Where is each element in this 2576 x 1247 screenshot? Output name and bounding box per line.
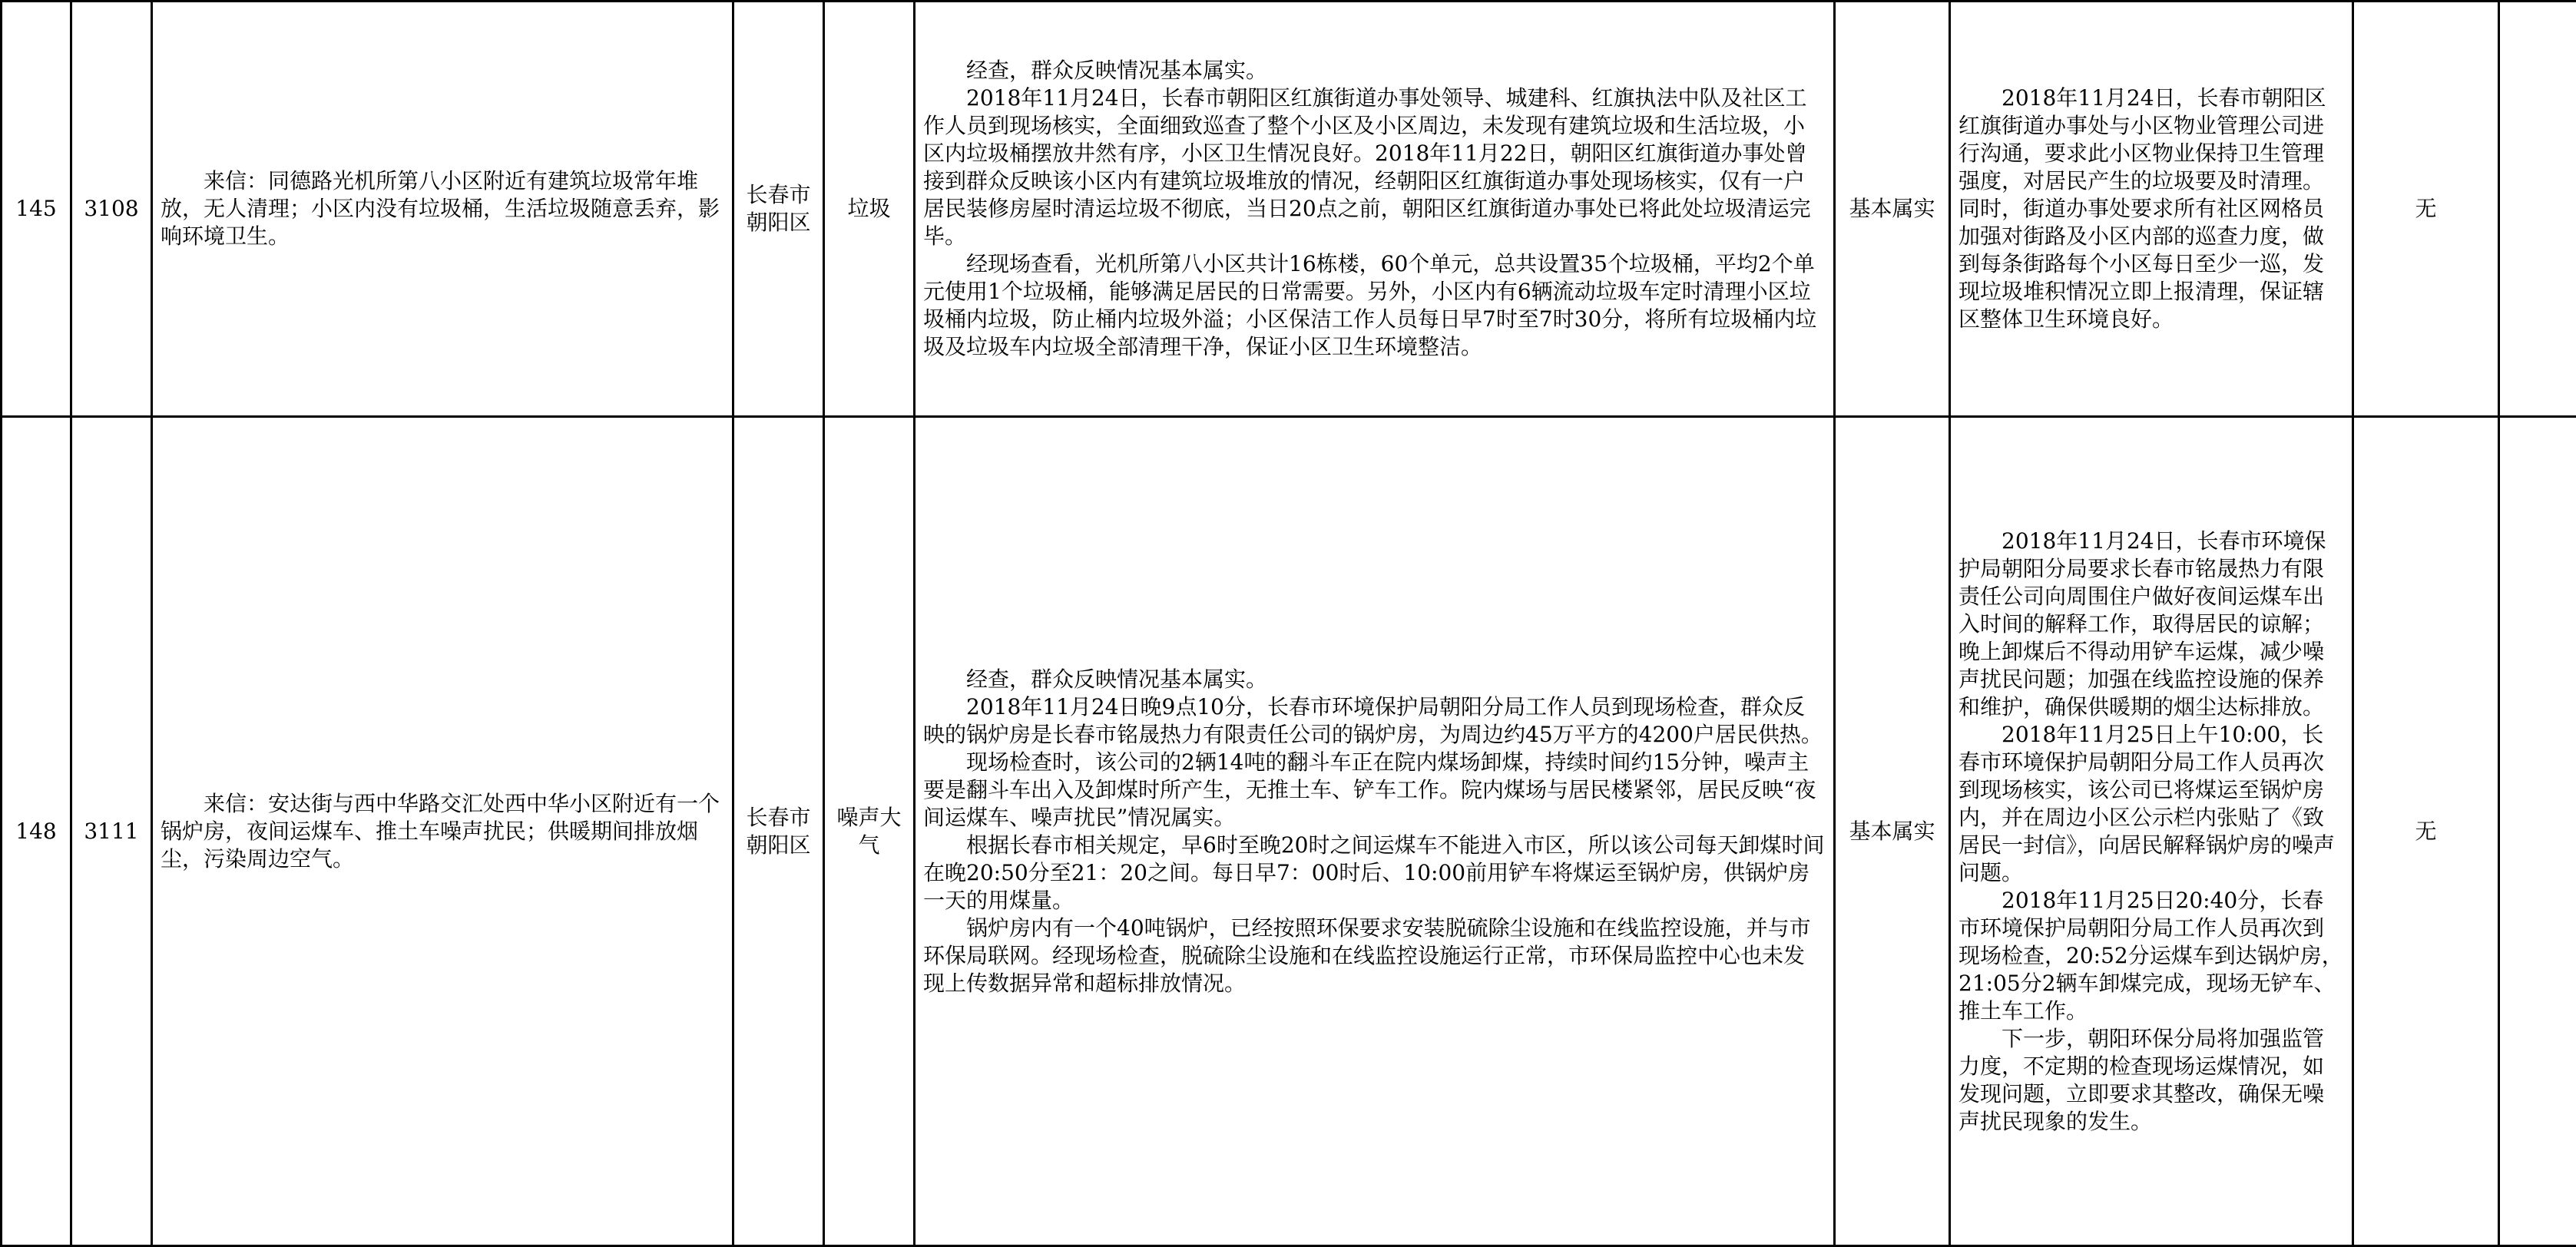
district-cell: 长春市朝阳区 [733,2,824,417]
extra-cell [2499,2,2576,417]
seq-cell: 145 [2,2,71,417]
accountability-cell: 无 [2353,2,2499,417]
handling-paragraph: 2018年11月25日上午10:00，长春市环境保护局朝阳分局工作人员再次到现场核实，该公司已将煤运至锅炉房内，并在周边小区公示栏内张贴了《致居民一封信》，向居民解释锅炉房的噪声问题。 [1958,721,2344,887]
letter-text: 来信：安达街与西中华路交汇处西中华小区附近有一个锅炉房，夜间运煤车、推土车噪声扰民；供暖期间排放烟尘，污染周边空气。 [161,790,724,873]
findings-paragraph: 经查，群众反映情况基本属实。 [923,666,1826,693]
findings-cell [915,417,1835,1246]
case-code-cell: 3111 [71,417,152,1246]
handling-cell [1950,2,2353,417]
letter-text: 来信：同德路光机所第八小区附近有建筑垃圾常年堆放，无人清理；小区内没有垃圾桶，生活垃圾随意丢弃，影响环境卫生。 [161,167,724,250]
findings-paragraph: 现场检查时，该公司的2辆14吨的翻斗车正在院内煤场卸煤，持续时间约15分钟，噪声主要是翻斗车出入及卸煤时所产生，无推土车、铲车工作。院内煤场与居民楼紧邻，居民反映“夜间运煤车、噪声扰民”情况属实。 [923,749,1826,832]
seq-cell: 148 [2,417,71,1246]
handling-paragraph: 2018年11月25日20:40分，长春市环境保护局朝阳分局工作人员再次到现场检查，20:52分运煤车到达锅炉房，21:05分2辆车卸煤完成，现场无铲车、推土车工作。 [1958,887,2344,1025]
letter-cell [152,417,733,1246]
district-cell: 长春市朝阳区 [733,417,824,1246]
handling-cell [1950,417,2353,1246]
category-cell: 垃圾 [824,2,915,417]
findings-paragraph: 根据长春市相关规定，早6时至晚20时之间运煤车不能进入市区，所以该公司每天卸煤时间在晚20:50分至21：20之间。每日早7：00时后、10:00前用铲车将煤运至锅炉房，供锅炉房一天的用煤量。 [923,832,1826,915]
category-cell: 噪声大气 [824,417,915,1246]
findings-paragraph: 锅炉房内有一个40吨锅炉，已经按照环保要求安装脱硫除尘设施和在线监控设施，并与市环保局联网。经现场检查，脱硫除尘设施和在线监控设施运行正常，市环保局监控中心也未发现上传数据异常和超标排放情况。 [923,915,1826,997]
extra-cell [2499,417,2576,1246]
handling-paragraph: 2018年11月24日，长春市环境保护局朝阳分局要求长春市铭晟热力有限责任公司向周围住户做好夜间运煤车出入时间的解释工作，取得居民的谅解；晚上卸煤后不得动用铲车运煤，减少噪声扰民问题；加强在线监控设施的保养和维护，确保供暖期的烟尘达标排放。 [1958,528,2344,721]
handling-paragraph: 下一步，朝阳环保分局将加强监管力度，不定期的检查现场运煤情况，如发现问题，立即要求其整改，确保无噪声扰民现象的发生。 [1958,1025,2344,1136]
case-code-cell: 3108 [71,2,152,417]
handling-paragraph: 2018年11月24日，长春市朝阳区红旗街道办事处与小区物业管理公司进行沟通，要求此小区物业保持卫生管理强度，对居民产生的垃圾要及时清理。同时，街道办事处要求所有社区网格员加强对街路及小区内部的巡查力度，做到每条街路每个小区每日至少一巡，发现垃圾堆积情况立即上报清理，保证辖区整体卫生环境良好。 [1958,84,2344,333]
verdict-cell: 基本属实 [1835,2,1950,417]
findings-cell [915,2,1835,417]
findings-paragraph: 2018年11月24日晚9点10分，长春市环境保护局朝阳分局工作人员到现场检查，群众反映的锅炉房是长春市铭晟热力有限责任公司的锅炉房，为周边约45万平方的4200户居民供热。 [923,693,1826,749]
findings-paragraph: 经现场查看，光机所第八小区共计16栋楼，60个单元，总共设置35个垃圾桶，平均2个单元使用1个垃圾桶，能够满足居民的日常需要。另外，小区内有6辆流动垃圾车定时清理小区垃圾桶内垃圾，防止桶内垃圾外溢；小区保洁工作人员每日早7时至7时30分，将所有垃圾桶内垃圾及垃圾车内垃圾全部清理干净，保证小区卫生环境整洁。 [923,250,1826,361]
table-row [2,2,2576,417]
accountability-cell: 无 [2353,417,2499,1246]
letter-cell [152,2,733,417]
table-row [2,417,2576,1246]
findings-paragraph: 经查，群众反映情况基本属实。 [923,57,1826,84]
verdict-cell: 基本属实 [1835,417,1950,1246]
findings-paragraph: 2018年11月24日，长春市朝阳区红旗街道办事处领导、城建科、红旗执法中队及社区工作人员到现场核实，全面细致巡查了整个小区及小区周边，未发现有建筑垃圾和生活垃圾，小区内垃圾桶摆放井然有序，小区卫生情况良好。2018年11月22日，朝阳区红旗街道办事处曾接到群众反映该小区内有建筑垃圾堆放的情况，经朝阳区红旗街道办事处现场核实，仅有一户居民装修房屋时清运垃圾不彻底，当日20点之前，朝阳区红旗街道办事处已将此处垃圾清运完毕。 [923,84,1826,250]
